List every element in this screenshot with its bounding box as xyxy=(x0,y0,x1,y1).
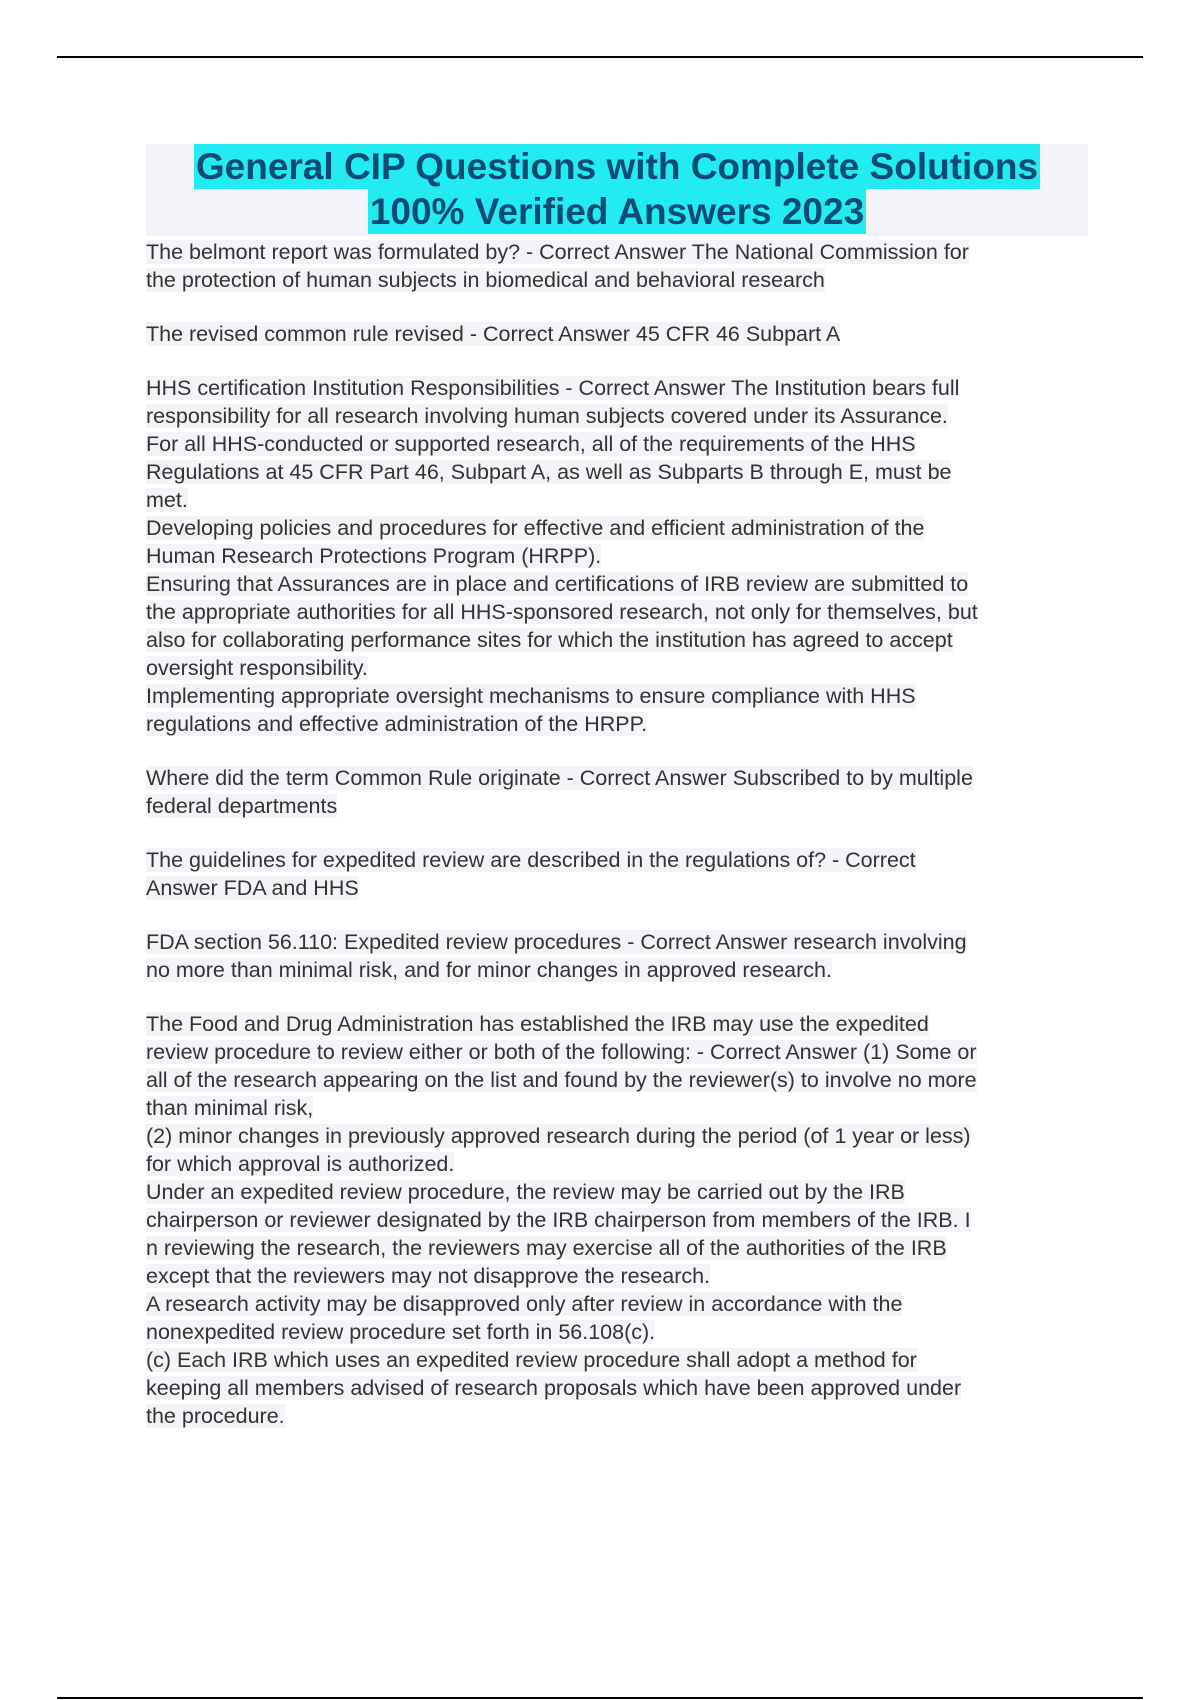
top-divider xyxy=(57,56,1143,58)
qa-text: HHS certification Institution Responsibilities - Correct Answer The Institution bears full xyxy=(146,376,960,400)
qa-text: The revised common rule revised - Correct Answer 45 CFR 46 Subpart A xyxy=(146,322,841,346)
qa-text-line xyxy=(146,928,1088,956)
qa-text: The guidelines for expedited review are described in the regulations of? - Correct xyxy=(146,848,916,872)
qa-text: Answer FDA and HHS xyxy=(146,876,359,900)
qa-text: For all HHS-conducted or supported research, all of the requirements of the HHS xyxy=(146,432,916,456)
qa-text: except that the reviewers may not disapprove the research. xyxy=(146,1264,711,1288)
qa-text: (c) Each IRB which uses an expedited review procedure shall adopt a method for xyxy=(146,1348,917,1372)
qa-text-line xyxy=(146,1318,1088,1346)
qa-text-line xyxy=(146,570,1088,598)
qa-text-line xyxy=(146,1290,1088,1318)
qa-text-line xyxy=(146,710,1088,738)
qa-text-line xyxy=(146,1150,1088,1178)
qa-text: The Food and Drug Administration has established the IRB may use the expedited xyxy=(146,1012,929,1036)
qa-text: no more than minimal risk, and for minor changes in approved research. xyxy=(146,958,832,982)
qa-text-line xyxy=(146,514,1088,542)
qa-text: n reviewing the research, the reviewers may exercise all of the authorities of the IRB xyxy=(146,1236,947,1260)
qa-text-line xyxy=(146,1010,1088,1038)
qa-text: Where did the term Common Rule originate - Correct Answer Subscribed to by multiple xyxy=(146,766,973,790)
qa-text-line xyxy=(146,874,1088,902)
qa-text-line xyxy=(146,1234,1088,1262)
qa-text: Regulations at 45 CFR Part 46, Subpart A, as well as Subparts B through E, must be xyxy=(146,460,952,484)
qa-text: for which approval is authorized. xyxy=(146,1152,455,1176)
qa-text: also for collaborating performance sites for which the institution has agreed to accept xyxy=(146,628,953,652)
qa-text: review procedure to review either or both of the following: - Correct Answer (1) Some or xyxy=(146,1040,977,1064)
qa-text-line xyxy=(146,1346,1088,1374)
title-line-2: 100% Verified Answers 2023 xyxy=(369,191,865,232)
qa-text-line xyxy=(146,1178,1088,1206)
document-body xyxy=(146,144,1088,1430)
qa-entry xyxy=(146,1010,1088,1430)
qa-text-line xyxy=(146,764,1088,792)
qa-text-line xyxy=(146,682,1088,710)
qa-entry xyxy=(146,320,1088,348)
qa-text-line xyxy=(146,542,1088,570)
qa-text: all of the research appearing on the list and found by the reviewer(s) to involve no more xyxy=(146,1068,977,1092)
qa-text: nonexpedited review procedure set forth in 56.108(c). xyxy=(146,1320,656,1344)
qa-text-line xyxy=(146,956,1088,984)
qa-text: the appropriate authorities for all HHS-sponsored research, not only for themselves, but xyxy=(146,600,978,624)
qa-list xyxy=(146,238,1088,1430)
qa-text-line xyxy=(146,1038,1088,1066)
qa-text: Ensuring that Assurances are in place and certifications of IRB review are submitted to xyxy=(146,572,969,596)
qa-text-line xyxy=(146,846,1088,874)
qa-text: the procedure. xyxy=(146,1404,285,1428)
qa-text: regulations and effective administration of the HRPP. xyxy=(146,712,648,736)
qa-text-line xyxy=(146,1094,1088,1122)
qa-text: than minimal risk, xyxy=(146,1096,314,1120)
qa-text: Developing policies and procedures for effective and efficient administration of the xyxy=(146,516,925,540)
qa-text-line xyxy=(146,402,1088,430)
qa-text-line xyxy=(146,626,1088,654)
qa-text: (2) minor changes in previously approved research during the period (of 1 year or less) xyxy=(146,1124,971,1148)
qa-text-line xyxy=(146,374,1088,402)
qa-text: FDA section 56.110: Expedited review procedures - Correct Answer research involving xyxy=(146,930,967,954)
qa-text-line xyxy=(146,1206,1088,1234)
qa-text-line xyxy=(146,266,1088,294)
qa-text: The belmont report was formulated by? - Correct Answer The National Commission for xyxy=(146,240,969,264)
qa-text: the protection of human subjects in biomedical and behavioral research xyxy=(146,268,825,292)
qa-text-line xyxy=(146,1374,1088,1402)
qa-text-line xyxy=(146,654,1088,682)
qa-entry xyxy=(146,764,1088,820)
qa-text-line xyxy=(146,598,1088,626)
qa-text: A research activity may be disapproved only after review in accordance with the xyxy=(146,1292,903,1316)
qa-text-line xyxy=(146,238,1088,266)
qa-text: oversight responsibility. xyxy=(146,656,368,680)
qa-entry xyxy=(146,374,1088,738)
document-title xyxy=(146,144,1088,236)
qa-entry xyxy=(146,238,1088,294)
qa-text: Implementing appropriate oversight mechanisms to ensure compliance with HHS xyxy=(146,684,916,708)
qa-text-line xyxy=(146,792,1088,820)
qa-text-line xyxy=(146,458,1088,486)
qa-text-line xyxy=(146,1402,1088,1430)
qa-text-line xyxy=(146,430,1088,458)
qa-text: responsibility for all research involving human subjects covered under its Assurance. xyxy=(146,404,948,428)
qa-text: Human Research Protections Program (HRPP). xyxy=(146,544,602,568)
qa-entry xyxy=(146,928,1088,984)
qa-text: chairperson or reviewer designated by the IRB chairperson from members of the IRB. I xyxy=(146,1208,971,1232)
qa-text-line xyxy=(146,320,1088,348)
qa-text: federal departments xyxy=(146,794,338,818)
qa-text-line xyxy=(146,1122,1088,1150)
qa-text-line xyxy=(146,1066,1088,1094)
bottom-divider xyxy=(57,1697,1143,1699)
title-line-1: General CIP Questions with Complete Solutions xyxy=(195,146,1039,187)
qa-text: Under an expedited review procedure, the review may be carried out by the IRB xyxy=(146,1180,905,1204)
qa-entry xyxy=(146,846,1088,902)
qa-text-line xyxy=(146,486,1088,514)
qa-text-line xyxy=(146,1262,1088,1290)
qa-text: met. xyxy=(146,488,188,512)
qa-text: keeping all members advised of research proposals which have been approved under xyxy=(146,1376,962,1400)
